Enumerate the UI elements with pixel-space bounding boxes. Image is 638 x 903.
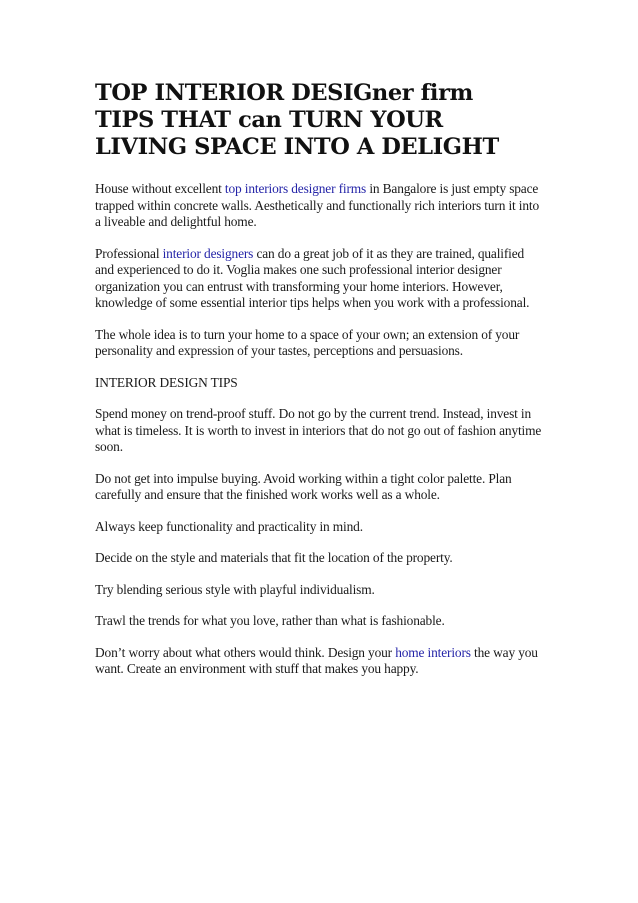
professional-paragraph [95,246,543,312]
link-top-interiors-designer-firms[interactable]: top interiors designer firms [224,181,367,196]
title-line-3: LIVING SPACE INTO A DELIGHT [95,134,499,160]
tip-impulse-buying: Do not get into impulse buying. Avoid working within a tight color palette. Plan carefully and ensure that the finished work works well as a whole. [95,470,512,502]
tip-trawl-trends: Trawl the trends for what you love, rather than what is fashionable. [95,613,445,628]
whole-idea-paragraph: The whole idea is to turn your home to a space of your own; an extension of your personality and expression of your tastes, perceptions and persuasions. [95,326,520,358]
professional-text-after: can do a great job of it as they are trained, qualified and experienced to do it. Voglia makes one such professional interior designer organization you can entrust with transforming your home interiors. However, knowledge of some essential interior tips helps when you work with a professional. [95,245,530,310]
link-home-interiors[interactable]: home interiors [395,644,471,660]
intro-text-after: in Bangalore is just empty space trapped within concrete walls. Aesthetically and functionally rich interiors turn it into a liveable and delightful home. [95,181,540,229]
title-line-1: TOP INTERIOR DESIGner firm [95,80,473,106]
link-interior-designers[interactable]: interior designers [162,245,254,261]
dont-worry-text-before: Don’t worry about what others would think. Design your [95,644,396,660]
tip-blending-style: Try blending serious style with playful individualism. [95,581,375,597]
tip-style-materials: Decide on the style and materials that fit the location of the property. [95,550,453,565]
professional-text-before: Professional [95,245,163,261]
document-page [95,80,543,693]
page-title [95,80,543,161]
tip-trend-proof: Spend money on trend-proof stuff. Do not go by the current trend. Instead, invest in what is timeless. It is worth to invest in interiors that do not go out of fashion anytime soon. [95,406,542,454]
section-heading: INTERIOR DESIGN TIPS [95,374,238,390]
tip-dont-worry [95,645,543,678]
title-line-2: TIPS THAT can TURN YOUR [95,107,443,133]
tip-functionality: Always keep functionality and practicality in mind. [95,518,363,534]
intro-paragraph [95,181,543,231]
dont-worry-text-after: the way you want. Create an environment with stuff that makes you happy. [95,644,538,676]
intro-text-before: House without excellent [95,181,225,196]
